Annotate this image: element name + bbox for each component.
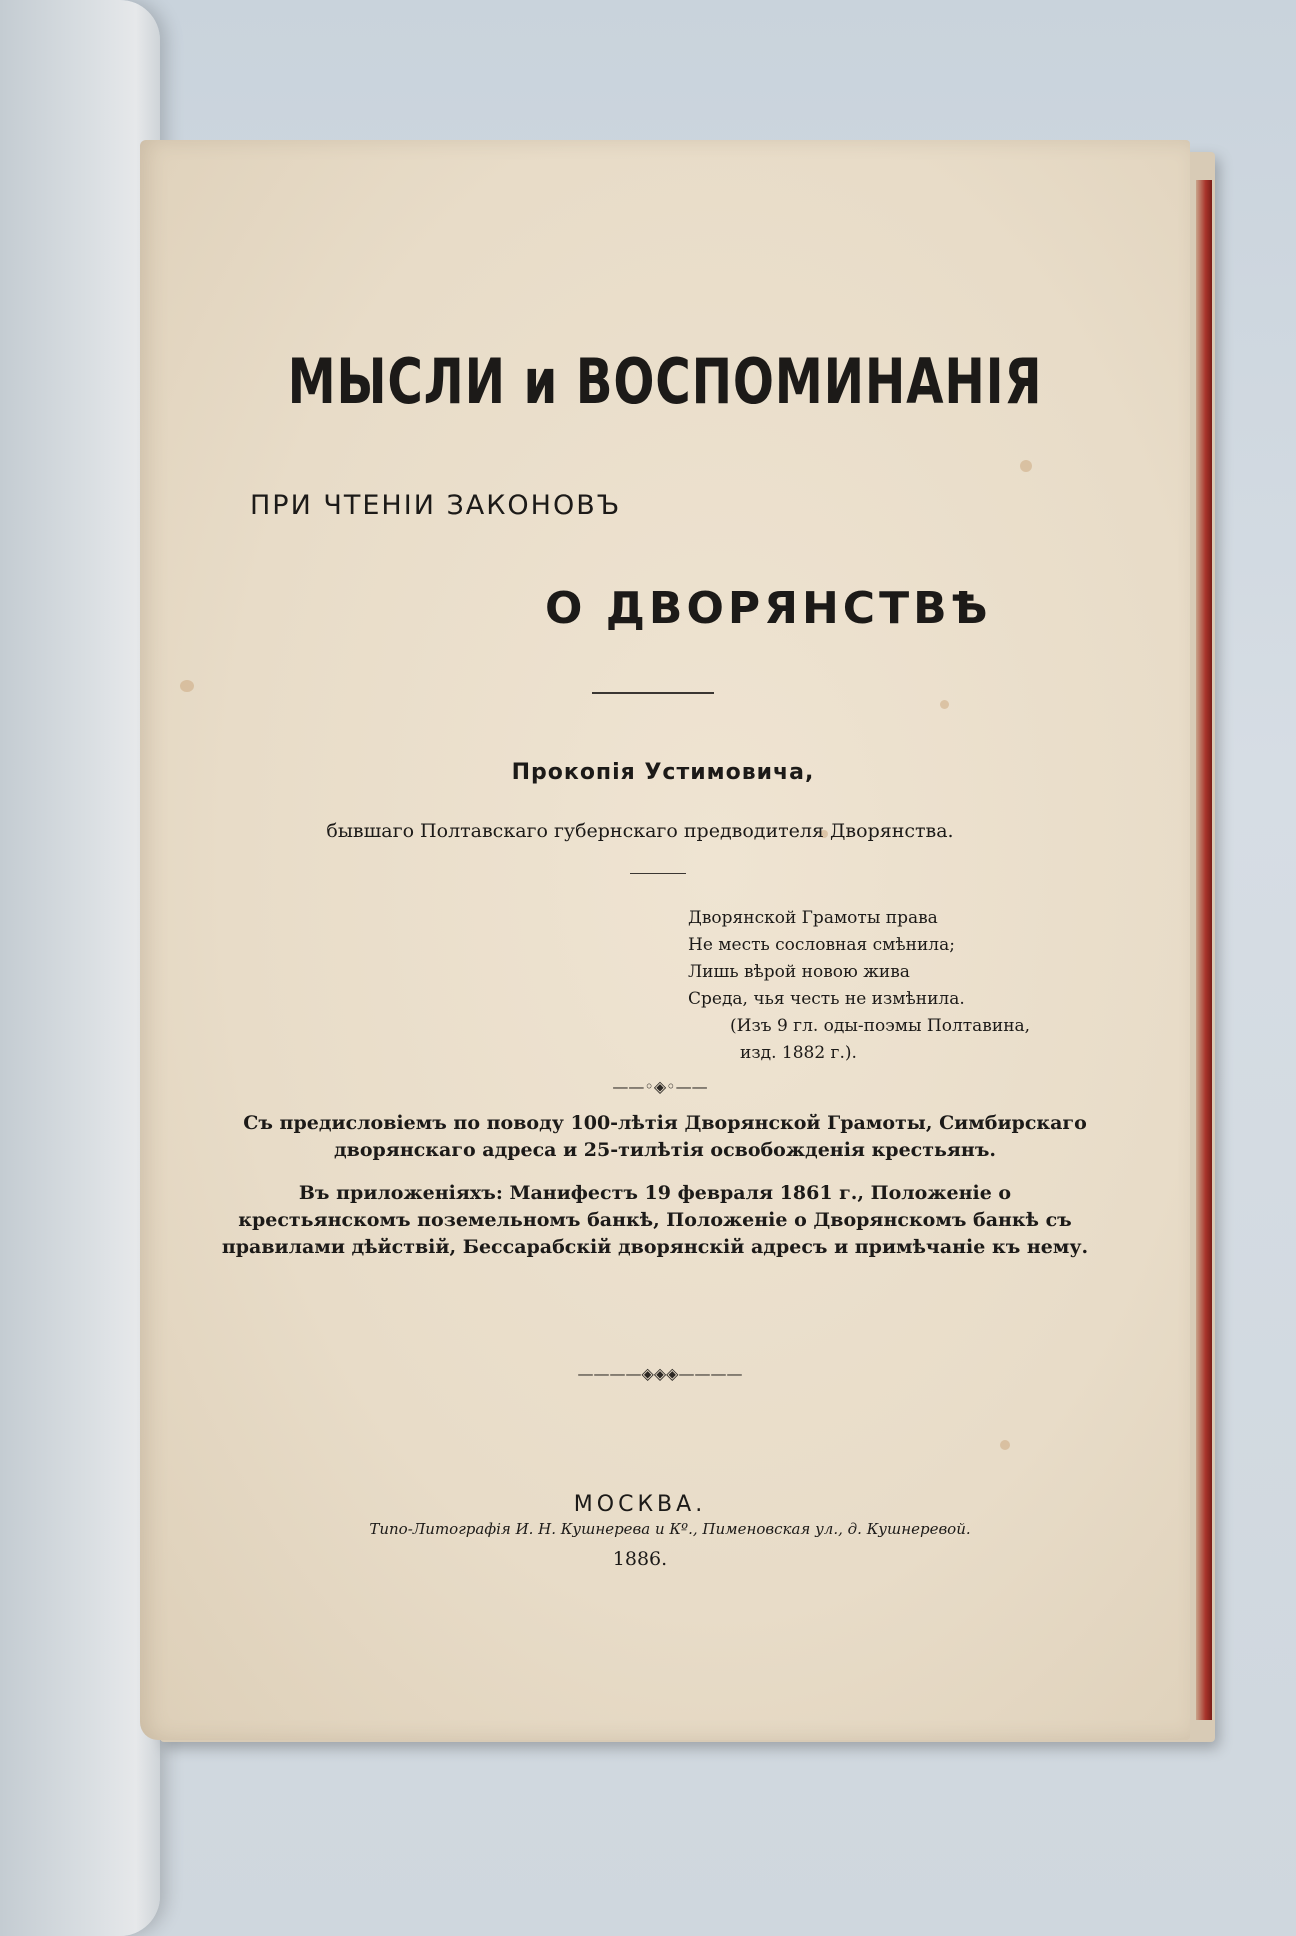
foxing-spot <box>1020 460 1032 472</box>
author-name: Прокопія Устимовича, <box>511 760 815 785</box>
foxing-spot <box>940 700 949 709</box>
epigraph-source: (Изъ 9 гл. оды-поэмы Полтавина, <box>730 1016 1031 1036</box>
epigraph <box>688 905 1030 1067</box>
publication-year: 1886. <box>612 1548 668 1570</box>
epigraph-source-year: изд. 1882 г.). <box>740 1043 857 1063</box>
publication-city: МОСКВА. <box>573 1492 707 1517</box>
book-main-subject: О ДВОРЯНСТВѢ <box>545 583 992 634</box>
book-title: МЫСЛИ и ВОСПОМИНАНІЯ <box>287 345 1043 418</box>
foxing-spot <box>180 680 194 692</box>
red-page-edge <box>1196 180 1212 1720</box>
epigraph-line: Среда, чья честь не измѣнила. <box>688 989 965 1009</box>
divider-rule <box>592 692 714 694</box>
book-cover-left <box>0 0 160 1936</box>
book-subtitle: ПРИ ЧТЕНІИ ЗАКОНОВЪ <box>250 490 622 521</box>
epigraph-line: Не месть сословная смѣнила; <box>688 935 955 955</box>
ornament-divider-small: ——◦◈◦—— <box>612 1077 708 1096</box>
ornament-divider-large: ————◈◈◈———— <box>577 1364 743 1383</box>
divider-rule-short <box>630 873 686 874</box>
preface-note: Съ предисловіемъ по поводу 100-лѣтія Дворянской Грамоты, Симбирскаго дворянскаго адреса и 25-тилѣтія освобожденія крестьянъ. <box>243 1112 1087 1161</box>
appendix-note: Въ приложеніяхъ: Манифестъ 19 февраля 1861 г., Положеніе о крестьянскомъ поземельномъ банкѣ, Положеніе о Дворянскомъ банкѣ съ правилами дѣйствій, Бессарабскій дворянскій адресъ и примѣчаніе къ нему. <box>221 1182 1089 1258</box>
foxing-spot <box>1000 1440 1010 1450</box>
epigraph-line: Дворянской Грамоты права <box>688 908 938 928</box>
author-title: бывшаго Полтавскаго губернскаго предводителя Дворянства. <box>326 820 954 842</box>
printer-imprint: Типо-Литографія И. Н. Кушнерева и Кº., Пименовская ул., д. Кушнеревой. <box>369 1520 971 1538</box>
epigraph-line: Лишь вѣрой новою жива <box>688 962 910 982</box>
